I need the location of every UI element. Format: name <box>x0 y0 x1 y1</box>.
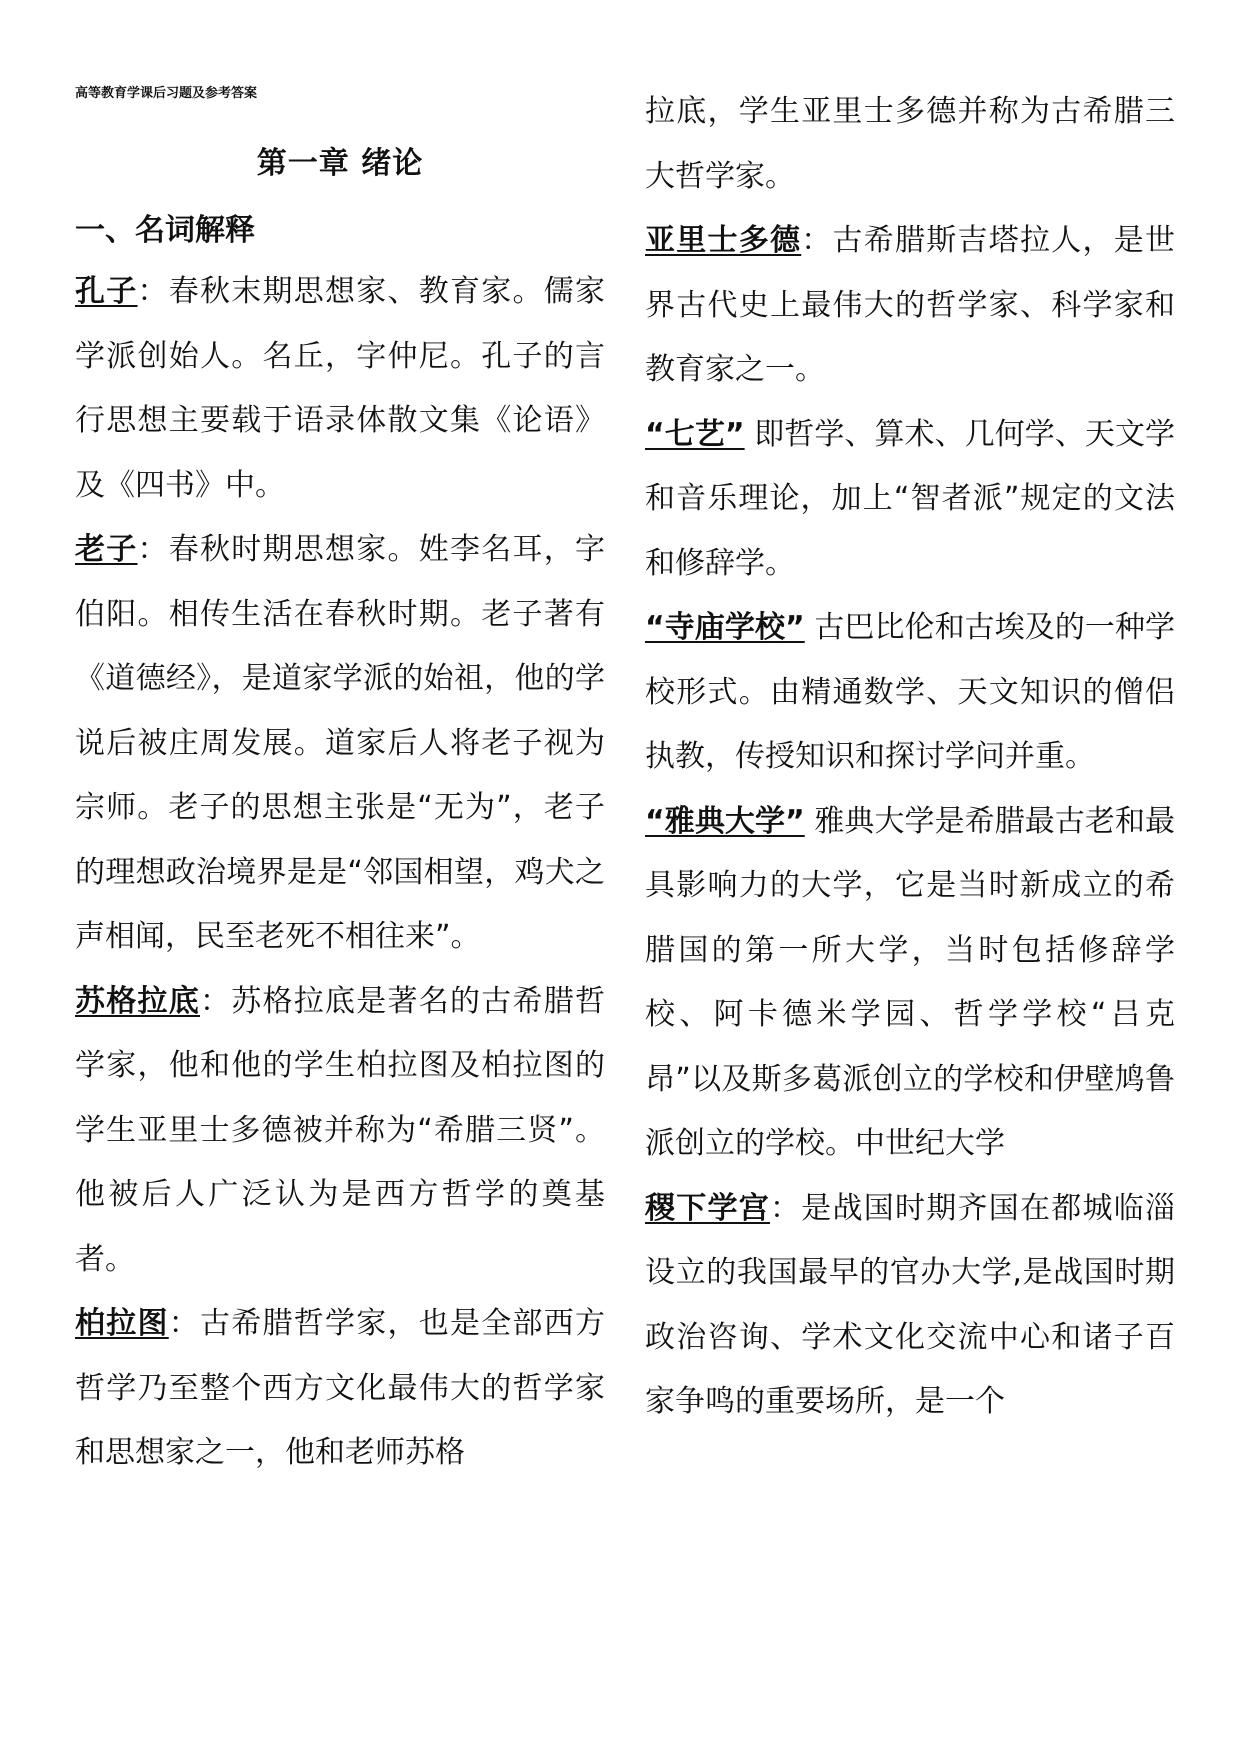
definition: 春秋时期思想家。姓李名耳，字伯阳。相传生活在春秋时期。老子著有《道德经》，是道家学派的始祖，他的学说后被庄周发展。道家后人将老子视为宗师。老子的思想主张是“无为”，老子的理想政治境界是是“邻国相望，鸡犬之声相闻，民至老死不相往来”。 <box>75 532 605 954</box>
entry-seven-arts <box>645 403 1175 597</box>
term: 稷下学宫 <box>645 1190 770 1226</box>
term-separator <box>805 804 815 839</box>
definition: 春秋末期思想家、教育家。儒家学派创始人。名丘，字仲尼。孔子的言行思想主要载于语录体散文集《论语》及《四书》中。 <box>75 274 605 503</box>
entry-aristotle <box>645 209 1175 403</box>
term: 亚里士多德 <box>645 223 802 258</box>
term-separator: ： <box>801 223 833 258</box>
section-title: 一、名词解释 <box>75 213 255 248</box>
chapter-title: 第一章 绪论 <box>256 146 424 181</box>
entry-socrates <box>75 970 605 1293</box>
definition: 苏格拉底是著名的古希腊哲学家，他和他的学生柏拉图及柏拉图的学生亚里士多德被并称为“希腊三贤”。他被后人广泛认为是西方哲学的奠基者。 <box>75 983 605 1277</box>
term-separator: ： <box>168 1306 200 1341</box>
definition: 是战国时期齐国在都城临淄设立的我国最早的官办大学,是战国时期政治咨询、学术文化交流中心和诸子百家争鸣的重要场所，是一个 <box>645 1190 1175 1419</box>
term-separator: ： <box>200 983 232 1019</box>
document-header: 高等教育学课后习题及参考答案 <box>75 86 258 101</box>
definition: 古希腊斯吉塔拉人，是世界古代史上最伟大的哲学家、科学家和教育家之一。 <box>645 223 1175 387</box>
term: “七艺” <box>645 416 745 452</box>
term-separator <box>745 417 755 452</box>
entry-kongzi <box>75 260 605 518</box>
definition: 即哲学、算术、几何学、天文学和音乐理论，加上“智者派”规定的文法和修辞学。 <box>645 416 1176 581</box>
term: “寺庙学校” <box>645 610 805 645</box>
term: 柏拉图 <box>75 1306 169 1341</box>
term: “雅典大学” <box>645 803 805 839</box>
definition: 古希腊哲学家，也是全部西方哲学乃至整个西方文化最伟大的哲学家和思想家之一，他和老师苏格 <box>75 1306 605 1470</box>
term-separator: ： <box>137 532 169 567</box>
term-separator: ： <box>137 274 169 309</box>
entry-jixia-academy <box>645 1177 1175 1435</box>
definition: 雅典大学是希腊最古老和最具影响力的大学，它是当时新成立的希腊国的第一所大学，当时包括修辞学校、阿卡德米学园、哲学学校“吕克昂”以及斯多葛派创立的学校和伊壁鸠鲁派创立的学校。中世纪大学 <box>645 803 1176 1161</box>
definition: 古巴比伦和古埃及的一种学校形式。由精通数学、天文知识的僧侣执教，传授知识和探讨学问并重。 <box>645 610 1176 774</box>
entry-athens-university <box>645 790 1175 1177</box>
entry-plato <box>75 1292 605 1486</box>
term: 孔子 <box>75 274 138 309</box>
entry-laozi <box>75 518 605 970</box>
term-separator: ： <box>770 1190 802 1226</box>
term: 老子 <box>75 532 138 567</box>
term: 苏格拉底 <box>75 983 200 1019</box>
left-column <box>75 132 605 1486</box>
right-column <box>645 80 1175 1435</box>
term-separator <box>805 610 815 645</box>
continued-text: 拉底，学生亚里士多德并称为古希腊三大哲学家。 <box>645 94 1175 194</box>
entry-temple-school <box>645 596 1175 790</box>
